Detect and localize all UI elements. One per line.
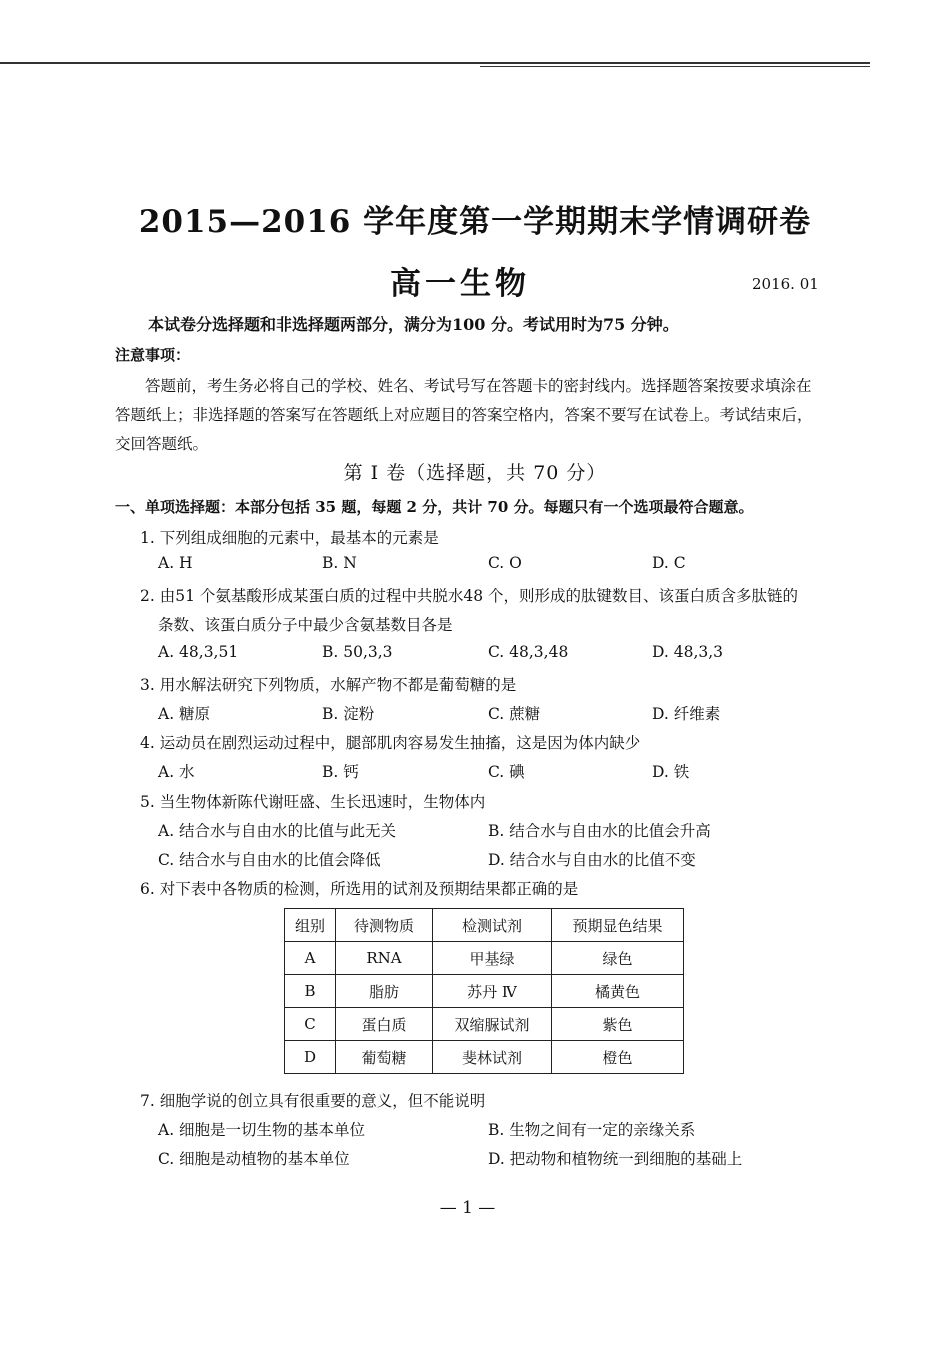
option: B. 钙 xyxy=(322,763,359,781)
question-stem: 5. 当生物体新陈代谢旺盛、生长迅速时，生物体内 xyxy=(140,793,486,811)
table-cell: 葡萄糖 xyxy=(336,1041,433,1074)
option: A. H xyxy=(158,554,193,572)
table-cell: A xyxy=(285,942,336,975)
option: C. 细胞是动植物的基本单位 xyxy=(158,1150,350,1168)
table-cell: 甲基绿 xyxy=(433,942,552,975)
option: A. 糖原 xyxy=(158,705,211,723)
option: D. 结合水与自由水的比值不变 xyxy=(488,851,696,869)
table-row xyxy=(285,942,684,975)
table-header-row xyxy=(285,909,684,942)
table-cell: 苏丹 Ⅳ xyxy=(433,975,552,1008)
question-stem: 7. 细胞学说的创立具有很重要的意义，但不能说明 xyxy=(140,1092,486,1110)
notice-heading: 注意事项： xyxy=(115,346,191,364)
option: D. 48,3,3 xyxy=(652,643,724,661)
option: C. O xyxy=(488,554,522,572)
option: A. 细胞是一切生物的基本单位 xyxy=(158,1121,366,1139)
table-cell: 双缩脲试剂 xyxy=(433,1008,552,1041)
option: B. 生物之间有一定的亲缘关系 xyxy=(488,1121,696,1139)
option: C. 结合水与自由水的比值会降低 xyxy=(158,851,381,869)
table-header-cell: 检测试剂 xyxy=(433,909,552,942)
option: D. 纤维素 xyxy=(652,705,721,723)
option: D. C xyxy=(652,554,686,572)
question-stem: 6. 对下表中各物质的检测，所选用的试剂及预期结果都正确的是 xyxy=(140,880,579,898)
option: B. 结合水与自由水的比值会升高 xyxy=(488,822,711,840)
table-row xyxy=(285,975,684,1008)
table-cell: 紫色 xyxy=(552,1008,684,1041)
table-cell: 绿色 xyxy=(552,942,684,975)
exam-title: 2015—2016 学年度第一学期期末学情调研卷 xyxy=(138,204,812,240)
table-cell: 蛋白质 xyxy=(336,1008,433,1041)
question-stem: 3. 用水解法研究下列物质，水解产物不都是葡萄糖的是 xyxy=(140,676,517,694)
option: A. 结合水与自由水的比值与此无关 xyxy=(158,822,397,840)
subject-title: 高一生物 xyxy=(390,266,530,302)
exam-date: 2016. 01 xyxy=(752,275,819,293)
table-cell: B xyxy=(285,975,336,1008)
table-header-cell: 待测物质 xyxy=(336,909,433,942)
option: C. 48,3,48 xyxy=(488,643,569,661)
option: A. 水 xyxy=(158,763,195,781)
table-cell: 橘黄色 xyxy=(552,975,684,1008)
option: A. 48,3,51 xyxy=(158,643,239,661)
intro-line: 本试卷分选择题和非选择题两部分，满分为100 分。考试用时为75 分钟。 xyxy=(148,315,679,334)
question-stem: 4. 运动员在剧烈运动过程中，腿部肌肉容易发生抽搐，这是因为体内缺少 xyxy=(140,734,641,752)
question-stem: 1. 下列组成细胞的元素中，最基本的元素是 xyxy=(140,529,439,547)
option: D. 铁 xyxy=(652,763,690,781)
section-title: 第 I 卷（选择题，共 70 分） xyxy=(343,462,607,484)
question-stem-continued: 条数、该蛋白质分子中最少含氨基数目各是 xyxy=(158,616,453,634)
table-cell: 脂肪 xyxy=(336,975,433,1008)
table-header-cell: 组别 xyxy=(285,909,336,942)
table-row xyxy=(285,1008,684,1041)
reagent-table xyxy=(284,908,684,1074)
question-stem: 2. 由51 个氨基酸形成某蛋白质的过程中共脱水48 个，则形成的肽键数目、该蛋白质含多肽链的 xyxy=(140,587,799,605)
table-cell: 斐林试剂 xyxy=(433,1041,552,1074)
table-cell: D xyxy=(285,1041,336,1074)
top-rule-secondary xyxy=(480,66,870,67)
option: D. 把动物和植物统一到细胞的基础上 xyxy=(488,1150,743,1168)
part-title: 一、单项选择题：本部分包括 35 题，每题 2 分，共计 70 分。每题只有一个选项最符合题意。 xyxy=(115,498,754,516)
table-cell: 橙色 xyxy=(552,1041,684,1074)
table-header-cell: 预期显色结果 xyxy=(552,909,684,942)
top-rule xyxy=(0,62,870,64)
option: C. 碘 xyxy=(488,763,525,781)
option: B. N xyxy=(322,554,357,572)
page-number: — 1 — xyxy=(439,1198,496,1218)
table-cell: C xyxy=(285,1008,336,1041)
notice-text: 答题前，考生务必将自己的学校、姓名、考试号写在答题卡的密封线内。选择题答案按要求填涂在答题纸上；非选择题的答案写在答题纸上对应题目的答案空格内，答案不要写在试卷上。考试结束后，交回答题纸。 xyxy=(115,377,813,453)
option: C. 蔗糖 xyxy=(488,705,541,723)
option: B. 淀粉 xyxy=(322,705,375,723)
option: B. 50,3,3 xyxy=(322,643,393,661)
table-cell: RNA xyxy=(336,942,433,975)
table-row xyxy=(285,1041,684,1074)
